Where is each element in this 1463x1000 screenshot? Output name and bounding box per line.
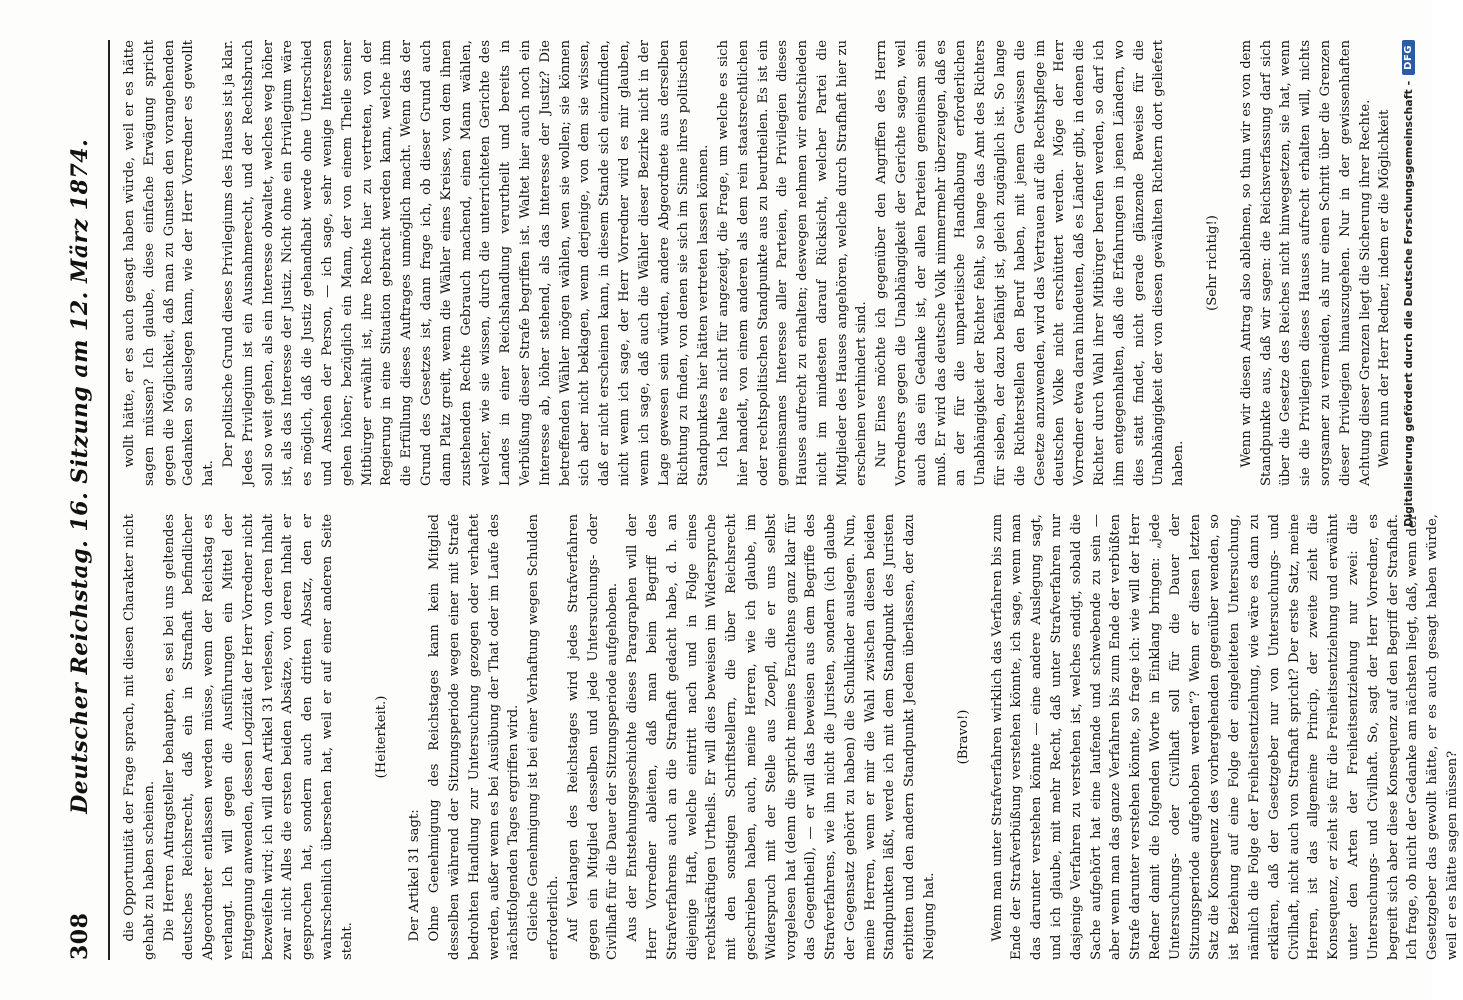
running-title: Deutscher Reichstag. 16. Sitzung am 12. März 1874. xyxy=(67,138,93,814)
page-header xyxy=(60,40,100,960)
right-column xyxy=(120,40,1393,486)
paragraph: Aus der Entstehungsgeschichte dieses Paragraphen will der Herr Vorredner ableiten, daß man beim Begriff des Strafverfahrens auch an die Strafhaft gedacht habe, d. h. an diejenige Haft, welche eintritt nach und in Folge eines rechtskräftigen Urtheils. Er will dies beweisen im Widerspruche mit den sonstigen Schriftstellern, die über Reichsrecht geschrieben haben, auch, meine Herren, wie ich glaube, im Widerspruch mit der Stelle aus Zoepfl, die er uns selbst vorgelesen hat (denn die spricht meines Erachtens ganz klar für das Gegentheil), — er will das beweisen aus dem Begriffe des Strafverfahrens, wie ihn nicht die Juristen, sondern (ich glaube der Gegensatz gehört zu haben) die Schulkinder auslegen. Nun, meine Herren, wenn er mir die Wahl zwischen diesen beiden Standpunkten läßt, werde ich mit dem Standpunkt des Juristen erbitten und den andern Standpunkt Jedem überlassen, der dazu Neigung hat. xyxy=(625,514,938,960)
digitization-footer xyxy=(1396,40,1420,960)
paragraph: Nur Eines möchte ich gegenüber den Angriffen des Herrn Vorredners gegen die Unabhängigkeit der Gerichte sagen, weil auch das ein Gedanke ist, der allen Parteien gemeinsam sein muß. Er wird das deutsche Volk nimmermehr überzeugen, daß es an der für die unparteiische Handhabung erforderlichen Unabhängigkeit der Richter fehlt, so lange das Amt des Richters für sieben, der dazu befähigt ist, gleich zugänglich ist. So lange die Richterstellen den Beruf haben, mit jenem Gewissen die Gesetze anzuwenden, wird das Vertrauen auf die Rechtspflege im deutschen Volke nicht erschüttert werden. Möge der Herr Vorredner etwa daran hindeuten, daß es Länder gibt, in denen die Richter durch Wahl ihrer Mitbürger berufen werden, so darf ich ihm entgegenhalten, daß die Erfahrungen in jenen Ländern, wo dies statt findet, nicht gerade glänzende Beweise für die Unabhängigkeit der von diesen gewählten Richtern dort geliefert haben. xyxy=(874,40,1187,486)
paragraph: Ich halte es nicht für angezeigt, die Frage, um welche es sich hier handelt, von einem anderen als dem rein staatsrechtlichen oder rechtspolitischen Standpunkte aus zu beurtheilen. Es ist ein gemeinsames Interesse aller Parteien, die Privilegien dieses Hauses aufrecht zu erhalten; deswegen nehmen wir entschieden nicht im mindesten darauf Rücksicht, welcher Partei die Mitglieder des Hauses angehören, welche durch Strafhaft hier zu erscheinen verhindert sind. xyxy=(715,40,870,486)
remark: (Heiterkeit.) xyxy=(373,695,389,779)
remark: (Bravo!) xyxy=(955,709,971,765)
footer-text: Digitalisierung gefördert durch die Deutsche Forschungsgemeinschaft - xyxy=(1401,80,1415,527)
header-rule xyxy=(108,40,110,960)
remark: (Sehr richtig!) xyxy=(1205,215,1221,311)
paragraph: Der politische Grund dieses Privilegiums des Hauses ist ja klar. Jedes Privilegium ist ein Ausnahmerecht, und der Rechtsbruch soll so weit gehen, als ein Interesse obwaltet, welches weg höher ist, als das Interesse der Justiz. Nicht ohne ein Privilegium wäre es möglich, daß die Justiz gehandhabt werde ohne Unterschied und Ansehen der Person, — ich sage, sehr wenige Interessen gehen höher; bezüglich ein Mann, der von einem Theile seiner Mitbürger erwählt ist, ihre Rechte hier zu vertreten, von der Regierung in eine Situation gebracht werden kann, welche ihm die Erfüllung dieses Auftrages unmöglich macht. Wenn das der Grund des Gesetzes ist, dann frage ich, ob dieser Grund auch dann Platz greift, wenn die Wähler eines Kreises, von dem ihnen zustehenden Rechte Gebrauch machend, einen Mann wählen, welcher, wie sie wissen, durch die unterrichteten Gerichte des Landes in einer Reichshandlung verurtheilt und bereits in Verbüßung dieser Strafe begriffen ist. Waltet hier auch noch ein Interesse ab, höher stehend, als das Interesse der Justiz? Die betreffenden Wähler mögen wählen, wen sie wollen; sie können sich aber nicht beklagen, wenn derjenige, von dem sie wissen, daß er nicht erscheinen kann, in diesem Stande sich einzufinden, nicht wenn ich sage, der Herr Vorredner wird es mir glauben, wenn ich sage, daß auch die Wähler dieser Bezirke nicht in der Lage gewesen sein würden, andere Abgeordnete aus derselben Richtung zu finden, von denen sie sich im Sinne ihres politischen Standpunktes hier hätten vertreten lassen können. xyxy=(220,40,712,486)
paragraph: die Opportunität der Frage sprach, mit diesen Charakter nicht gehabt zu haben scheinen. xyxy=(122,514,157,960)
paragraph: Wenn nun der Herr Redner, indem er die Möglichkeit xyxy=(1377,109,1393,468)
paragraph: wollt hätte, er es auch gesagt haben würde, weil er es hätte sagen müssen? Ich glaube, diese einfache Erwägung spricht gegen die Möglichkeit, daß man zu Gunsten den vorangehenden Gedanken so auslegen kann, wie der Herr Vorredner es gewollt hat. xyxy=(122,40,217,486)
paragraph: Gleiche Genehmigung ist bei einer Verhaftung wegen Schulden erforderlich. xyxy=(526,514,561,960)
paragraph: Der Artikel 31 sagt: xyxy=(407,809,423,942)
paragraph: Wenn man unter Strafverfahren wirklich das Verfahren bis zum Ende der Strafverbüßung verstehen könnte, ich sage, wenn man das darunter verstehen könnte — eine andere Auslegung sagt, und ich glaube, mit mehr Recht, daß unter Strafverfahren nur dasjenige Verfahren zu verstehen ist, welches endigt, sobald die Sache aufgehört hat eine laufende und schwebende zu sein — aber wenn man das ganze Verfahren bis zum Ende der verbüßten Strafe darunter verstehen könnte, so frage ich: wie will der Herr Redner damit die folgenden Worte in Einklang bringen: „jede Untersuchungs- oder Civilhaft soll für die Dauer der Sitzungsperiode aufgehoben werden“? Wenn er diesen letzten Satz die Konsequenz des vorhergehenden gegenüber wenden, so ist Beziehung auf eine Folge der eingeleiteten Untersuchung, nämlich die Folge der Freiheitsentziehung, wie wäre es dann zu erklären, daß der Gesetzgeber nur von Untersuchungs- und Civilhaft, nicht auch von Strafhaft spricht? Der erste Satz, meine Herren, ist das allgemeine Princip, der zweite zieht die Konsequenz, er zieht sie für die Freiheitsentziehung und erwähnt unter den Arten der Freiheitsentziehung nur zwei: die Untersuchungs- und Civilhaft. So, sagt der Herr Vorredner, es begreift sich aber diese Konsequenz auf den Begriff der Strafhaft. Ich frage, ob nicht der Gedanke am nächsten liegt, daß, wenn der Gesetzgeber das gewollt hätte, er es auch gesagt haben würde, weil er es hätte sagen müssen? xyxy=(989,514,1460,960)
paragraph: Die Herren Antragsteller behaupten, es sei bei uns geltendes deutsches Reichsrecht, daß ein in Strafhaft befindlicher Abgeordneter entlassen werden müsse, wenn der Reichstag es verlangt. Ich will gegen die Ausführungen ein Mittel der Entgegnung anwenden, dessen Logizität der Herr Vorredner nicht bezweifeln wird; ich will den Artikel 31 verlesen, von deren Inhalt zwar nicht Alles die ersten beiden Absätze, von deren Inhalt er gesprochen hat, sondern auch den dritten Absatz, den er wahrscheinlich übersehen hat, weil er auf einer anderen Seite steht. xyxy=(161,514,355,960)
paragraph: Wenn wir diesen Antrag also ablehnen, so thun wir es von dem Standpunkte aus, daß wir sagen: die Reichsverfassung darf sich über die Gesetze des Reiches nicht hinwegsetzen, sie hat, wenn sie die Privilegien dieses Hauses aufrecht erhalten will, nichts sorgsamer zu vermeiden, als nur einen Schritt über die Grenzen dieser Privilegien hinauszugehen. Nur in der gewissenhaften Achtung dieser Grenzen liegt die Sicherung ihrer Rechte. xyxy=(1238,40,1373,486)
page-number: 308 xyxy=(67,912,93,960)
paragraph: Auf Verlangen des Reichstages wird jedes Strafverfahren gegen ein Mitglied desselben und jede Untersuchungs- oder Civilhaft für die Dauer der Sitzungsperiode aufgehoben. xyxy=(565,514,621,960)
paragraph: Ohne Genehmigung des Reichstages kann kein Mitglied desselben während der Sitzungsperiode wegen einer mit Strafe bedrohten Handlung zur Untersuchung gezogen oder verhaftet werden, außer wenn es bei Ausübung der That oder im Laufe des nächstfolgenden Tages ergriffen wird. xyxy=(427,514,522,960)
left-column xyxy=(120,514,1460,960)
dfg-badge: DFG xyxy=(1402,40,1415,75)
